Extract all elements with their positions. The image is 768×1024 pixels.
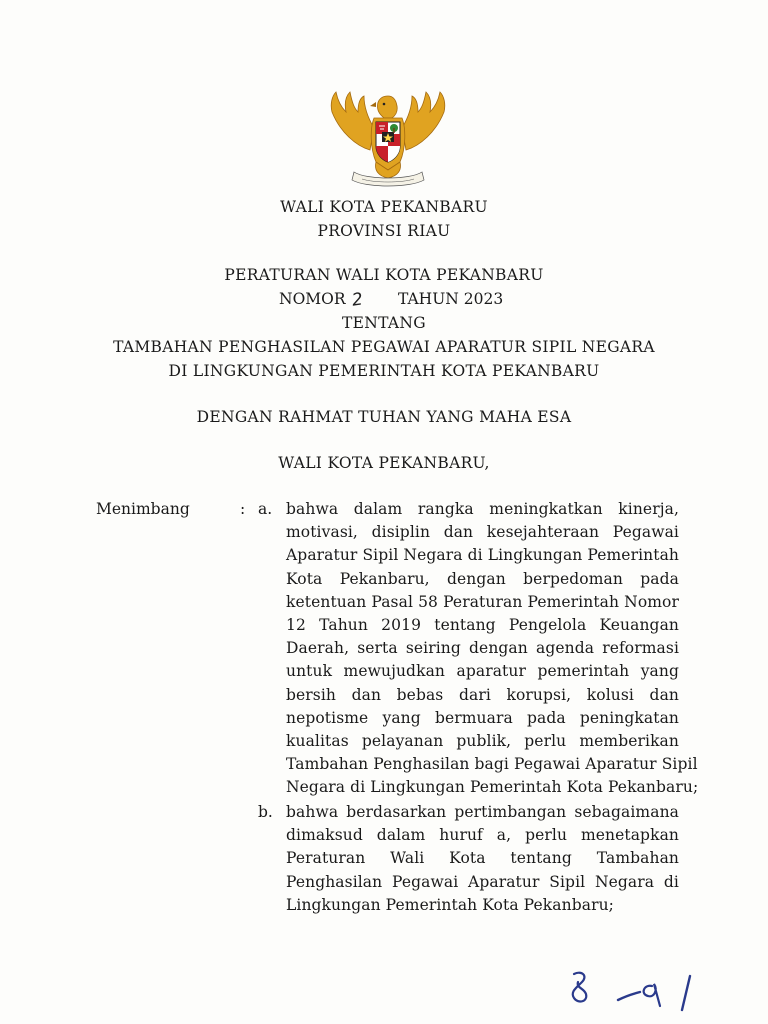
menimbang-label: Menimbang [96,500,190,518]
menimbang-item-a [286,498,699,799]
menimbang-item-b [286,801,679,917]
item-a-line: untuk mewujudkan aparatur pemerintah yang [286,662,679,681]
item-b-line: bahwa berdasarkan pertimbangan sebagaimana [286,803,679,821]
item-a-line: Daerah, serta seiring dengan agenda reformasi [286,639,679,658]
item-a-line: kualitas pelayanan publik, perlu memberikan [286,731,679,750]
subject-line-2: DI LINGKUNGAN PEMERINTAH KOTA PEKANBARU [168,362,600,380]
item-a-line: motivasi, disiplin dan kesejahteraan Pegawai [286,523,679,542]
item-a-line: Tambahan Penghasilan bagi Pegawai Aparatur Sipil [286,755,698,774]
official-heading: WALI KOTA PEKANBARU [280,198,488,216]
item-b-line: Peraturan Wali Kota tentang Tambahan [286,849,679,868]
tahun-label: TAHUN 2023 [398,290,504,308]
item-a-line: 12 Tahun 2019 tentang Pengelola Keuangan [286,615,679,634]
regulation-title: PERATURAN WALI KOTA PEKANBARU [224,266,544,284]
item-a-line: nepotisme yang bermuara pada peningkatan [286,708,679,727]
menimbang-colon: : [240,500,246,518]
item-b-line: dimaksud dalam huruf a, perlu menetapkan [286,826,679,845]
item-a-line: Negara di Lingkungan Pemerintah Kota Pekanbaru; [286,778,699,797]
regulation-number-line [0,290,768,312]
subject-line-1: TAMBAHAN PENGHASILAN PEGAWAI APARATUR SIPIL NEGARA [113,338,655,356]
item-a-line: ketentuan Pasal 58 Peraturan Pemerintah Nomor [286,592,679,611]
item-b-marker: b. [258,803,273,821]
item-b-line: Penghasilan Pegawai Aparatur Sipil Negara di [286,872,679,891]
item-a-line: Aparatur Sipil Negara di Lingkungan Pemerintah [286,546,679,565]
signature-initials-icon [560,966,730,1018]
item-a-line: bahwa dalam rangka meningkatkan kinerja, [286,500,679,518]
nomor-value: 2 [350,289,365,311]
tentang-heading: TENTANG [342,314,426,332]
garuda-emblem-icon [318,88,458,192]
item-a-line: Kota Pekanbaru, dengan berpedoman pada [286,569,679,588]
invocation: DENGAN RAHMAT TUHAN YANG MAHA ESA [196,408,572,426]
addressee: WALI KOTA PEKANBARU, [278,454,490,472]
province-heading: PROVINSI RIAU [317,222,451,240]
item-a-marker: a. [258,500,273,518]
nomor-label: NOMOR [279,290,346,308]
item-a-line: bersih dan bebas dari korupsi, kolusi dan [286,685,679,704]
item-b-line: Lingkungan Pemerintah Kota Pekanbaru; [286,895,614,914]
